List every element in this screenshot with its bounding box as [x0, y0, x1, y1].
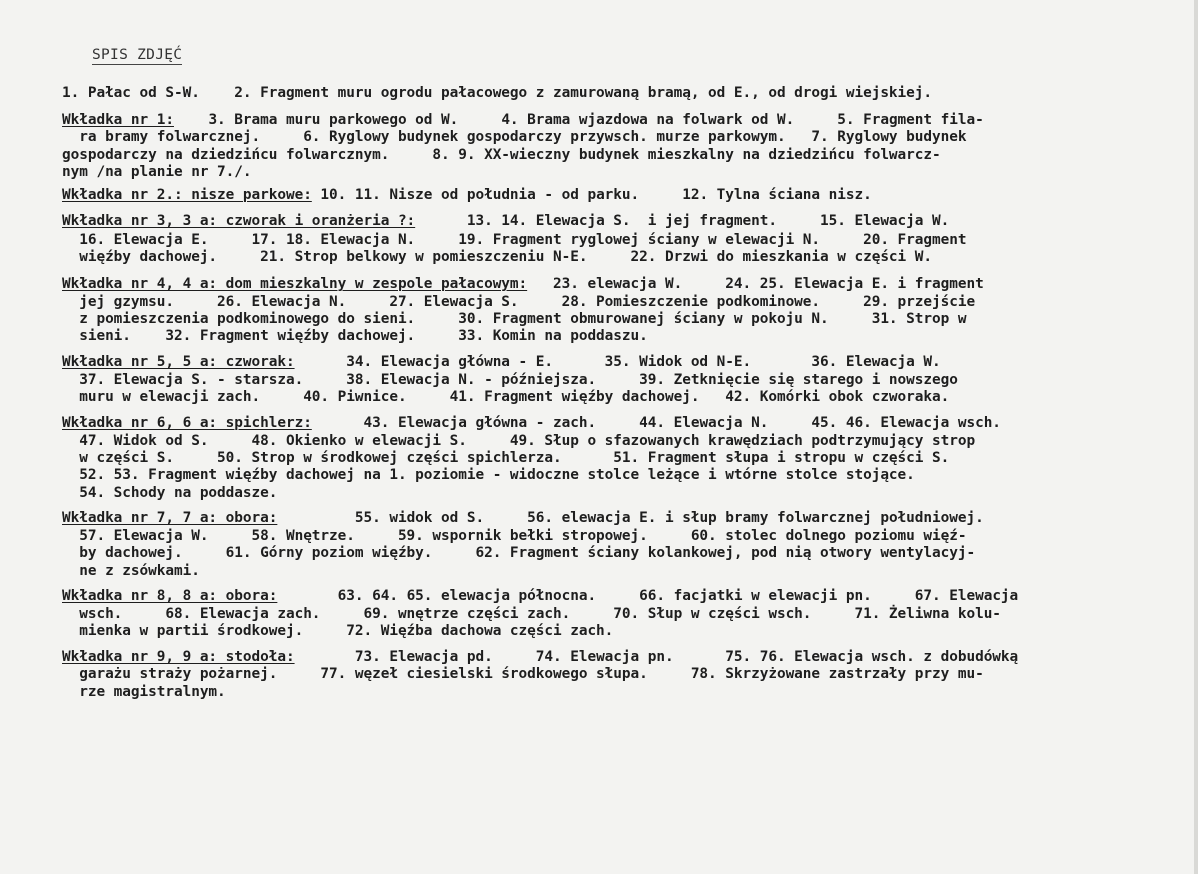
- line-text: wsch. 68. Elewacja zach. 69. wnętrze części zach. 70. Słup w części wsch. 71. Żeliwna kolu-: [62, 606, 1001, 622]
- line-text: 52. 53. Fragment więźby dachowej na 1. poziomie - widoczne stolce leżące i wtórne stolce stojące.: [62, 467, 915, 483]
- section-heading: Wkładka nr 2.: nisze parkowe:: [62, 187, 312, 203]
- document-title: SPIS ZDJĘĆ: [92, 47, 183, 63]
- line-text: 23. elewacja W. 24. 25. Elewacja E. i fragment: [527, 276, 984, 292]
- line-text: by dachowej. 61. Górny poziom więźby. 62. Fragment ściany kolankowej, pod nią otwory wentylacyj-: [62, 545, 976, 561]
- section-heading: Wkładka nr 4, 4 a: dom mieszkalny w zespole pałacowym:: [62, 276, 528, 292]
- line-text: nym /na planie nr 7./.: [62, 164, 252, 180]
- line-text: 63. 64. 65. elewacja północna. 66. facjatki w elewacji pn. 67. Elewacja: [277, 588, 1019, 604]
- list-line: [62, 451, 949, 465]
- line-text: 16. Elewacja E. 17. 18. Elewacja N. 19. Fragment ryglowej ściany w elewacji N. 20. Fragment: [62, 232, 967, 248]
- line-text: garażu straży pożarnej. 77. węzeł ciesielski środkowego słupa. 78. Skrzyżowane zastrzały przy mu-: [62, 666, 984, 682]
- list-line: [62, 214, 949, 228]
- line-text: 73. Elewacja pd. 74. Elewacja pn. 75. 76. Elewacja wsch. z dobudówką: [294, 649, 1019, 665]
- list-line: [62, 165, 252, 179]
- line-text: gospodarczy na dziedzińcu folwarcznym. 8. 9. XX-wieczny budynek mieszkalny na dziedzińcu folwarcz-: [62, 147, 941, 163]
- line-text: 3. Brama muru parkowego od W. 4. Brama wjazdowa na folwark od W. 5. Fragment fila-: [173, 112, 984, 128]
- section-heading: Wkładka nr 8, 8 a: obora:: [62, 588, 278, 604]
- list-line: [62, 295, 975, 309]
- list-line: [62, 486, 277, 500]
- list-line: [62, 188, 872, 202]
- line-text: ra bramy folwarcznej. 6. Ryglowy budynek gospodarczy przywsch. murze parkowym. 7. Ryglowy budynek: [62, 129, 967, 145]
- list-line: [62, 373, 958, 387]
- list-line: [62, 468, 915, 482]
- line-text: muru w elewacji zach. 40. Piwnice. 41. Fragment więźby dachowej. 42. Komórki obok czworaka.: [62, 389, 950, 405]
- section-heading: Wkładka nr 7, 7 a: obora:: [62, 510, 278, 526]
- line-text: 37. Elewacja S. - starsza. 38. Elewacja N. - późniejsza. 39. Zetknięcie się starego i nowszego: [62, 372, 958, 388]
- list-line: [62, 650, 1018, 664]
- line-text: 13. 14. Elewacja S. i jej fragment. 15. Elewacja W.: [415, 213, 950, 229]
- line-text: jej gzymsu. 26. Elewacja N. 27. Elewacja S. 28. Pomieszczenie podkominowe. 29. przejście: [62, 294, 976, 310]
- list-line: [62, 624, 613, 638]
- line-text: 54. Schody na poddasze.: [62, 485, 278, 501]
- line-text: 47. Widok od S. 48. Okienko w elewacji S. 49. Słup o sfazowanych krawędziach podtrzymujący strop: [62, 433, 976, 449]
- list-line: [62, 511, 984, 525]
- section-heading: Wkładka nr 5, 5 a: czworak:: [62, 354, 295, 370]
- line-text: więźby dachowej. 21. Strop belkowy w pomieszczeniu N-E. 22. Drzwi do mieszkania w części W.: [62, 249, 933, 265]
- list-line: [62, 607, 1001, 621]
- line-text: 1. Pałac od S-W. 2. Fragment muru ogrodu pałacowego z zamurowaną bramą, od E., od drogi wiejskiej.: [62, 85, 933, 101]
- line-text: 10. 11. Nisze od południa - od parku. 12. Tylna ściana nisz.: [311, 187, 872, 203]
- list-line: [62, 233, 966, 247]
- list-line: [62, 589, 1018, 603]
- line-text: rze magistralnym.: [62, 684, 226, 700]
- line-text: z pomieszczenia podkominowego do sieni. 30. Fragment obmurowanej ściany w pokoju N. 31. Strop w: [62, 311, 967, 327]
- line-text: w części S. 50. Strop w środkowej części spichlerza. 51. Fragment słupa i stropu w części S.: [62, 450, 950, 466]
- list-line: [62, 416, 1001, 430]
- list-line: [62, 667, 984, 681]
- section-heading: Wkładka nr 9, 9 a: stodoła:: [62, 649, 295, 665]
- list-line: [62, 355, 941, 369]
- line-text: 34. Elewacja główna - E. 35. Widok od N-E. 36. Elewacja W.: [294, 354, 941, 370]
- line-text: mienka w partii środkowej. 72. Więźba dachowa części zach.: [62, 623, 614, 639]
- section-heading: Wkładka nr 6, 6 a: spichlerz:: [62, 415, 312, 431]
- list-line: [62, 113, 984, 127]
- list-line: [62, 390, 949, 404]
- list-line: [62, 86, 932, 100]
- line-text: 57. Elewacja W. 58. Wnętrze. 59. wspornik bełki stropowej. 60. stolec dolnego poziomu więź-: [62, 528, 967, 544]
- list-line: [62, 312, 966, 326]
- line-text: ne z zsówkami.: [62, 563, 200, 579]
- section-heading: Wkładka nr 3, 3 a: czworak i oranżeria ?:: [62, 213, 416, 229]
- list-line: [62, 529, 966, 543]
- list-line: [62, 685, 226, 699]
- list-line: [62, 564, 200, 578]
- list-line: [62, 329, 648, 343]
- line-text: 55. widok od S. 56. elewacja E. i słup bramy folwarcznej południowej.: [277, 510, 984, 526]
- line-text: 43. Elewacja główna - zach. 44. Elewacja N. 45. 46. Elewacja wsch.: [311, 415, 1001, 431]
- list-line: [62, 148, 941, 162]
- list-line: [62, 130, 966, 144]
- line-text: sieni. 32. Fragment więźby dachowej. 33. Komin na poddaszu.: [62, 328, 648, 344]
- list-line: [62, 546, 975, 560]
- list-line: [62, 277, 984, 291]
- list-line: [62, 434, 975, 448]
- section-heading: Wkładka nr 1:: [62, 112, 174, 128]
- list-line: [62, 250, 932, 264]
